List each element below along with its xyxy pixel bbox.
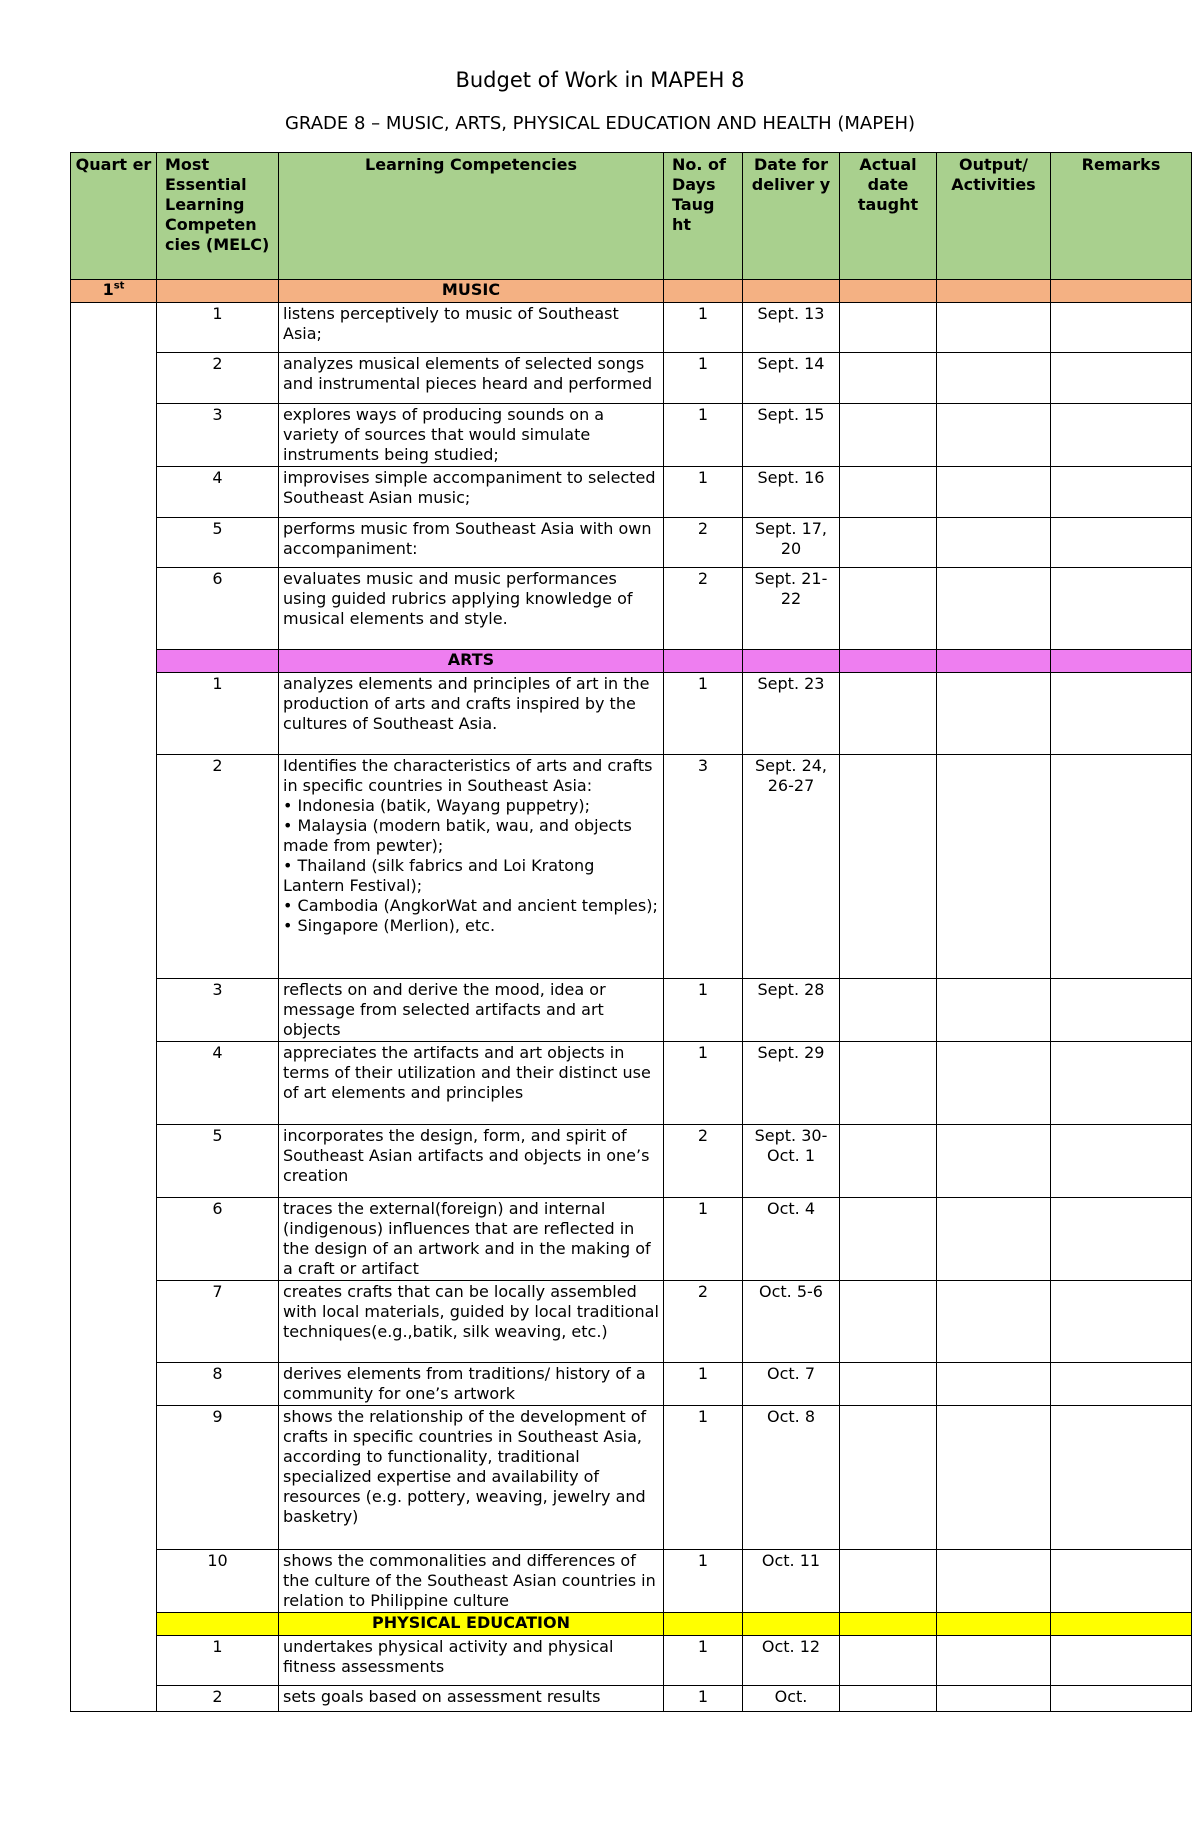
header-melc: Most Essential Learning Competen cies (MELC) (157, 153, 279, 280)
section-label-arts: ARTS (279, 650, 664, 673)
date-for-delivery: Oct. 7 (743, 1363, 840, 1406)
output-activities-cell (937, 404, 1051, 467)
competency-text (279, 1125, 664, 1198)
remarks-cell (1051, 353, 1192, 404)
quarter-label: 1 (102, 280, 114, 299)
table-row (71, 404, 1192, 467)
competency-main-text: traces the external(foreign) and internal (indigenous) influences that are reflected in the design of an artwork and in the making of a craft or artifact (283, 1199, 651, 1278)
competency-main-text: undertakes physical activity and physical fitness assessments (283, 1637, 614, 1676)
days-taught: 1 (664, 1198, 743, 1281)
competency-text (279, 1406, 664, 1550)
actual-date-cell (840, 1406, 937, 1550)
section-label-pe: PHYSICAL EDUCATION (279, 1613, 664, 1636)
competency-text (279, 1281, 664, 1363)
competency-text (279, 404, 664, 467)
competency-number: 3 (157, 404, 279, 467)
competency-text (279, 568, 664, 650)
competency-main-text: reflects on and derive the mood, idea or message from selected artifacts and art objects (283, 980, 606, 1039)
table-row (71, 467, 1192, 518)
competency-text (279, 755, 664, 979)
output-activities-cell (937, 467, 1051, 518)
output-activities-cell (937, 673, 1051, 755)
days-taught: 1 (664, 467, 743, 518)
date-for-delivery: Oct. 8 (743, 1406, 840, 1550)
actual-date-cell (840, 979, 937, 1042)
output-activities-cell (937, 1042, 1051, 1125)
competency-main-text: explores ways of producing sounds on a variety of sources that would simulate instruments being studied; (283, 405, 605, 464)
competency-number: 1 (157, 673, 279, 755)
competency-bullet: • Thailand (silk fabrics and Loi Kratong Lantern Festival); (283, 856, 595, 895)
output-activities-cell (937, 1198, 1051, 1281)
actual-date-cell (840, 518, 937, 568)
competency-main-text: performs music from Southeast Asia with own accompaniment: (283, 519, 652, 558)
remarks-cell (1051, 1406, 1192, 1550)
date-for-delivery: Sept. 29 (743, 1042, 840, 1125)
document-subtitle: GRADE 8 – MUSIC, ARTS, PHYSICAL EDUCATION AND HEALTH (MAPEH) (284, 113, 916, 134)
competency-number: 4 (157, 467, 279, 518)
days-taught: 3 (664, 755, 743, 979)
days-taught: 1 (664, 1686, 743, 1712)
actual-date-cell (840, 755, 937, 979)
days-taught: 1 (664, 353, 743, 404)
remarks-cell (1051, 673, 1192, 755)
output-activities-cell (937, 1125, 1051, 1198)
actual-date-cell (840, 1363, 937, 1406)
table-row (71, 1406, 1192, 1550)
competency-number: 5 (157, 1125, 279, 1198)
output-activities-cell (937, 1281, 1051, 1363)
days-taught: 1 (664, 303, 743, 353)
table-header-row (71, 153, 1192, 280)
header-learning-competencies: Learning Competencies (279, 153, 664, 280)
competency-number: 2 (157, 353, 279, 404)
competency-text (279, 1550, 664, 1613)
competency-bullet: • Cambodia (AngkorWat and ancient temples); (283, 896, 658, 915)
date-for-delivery: Oct. (743, 1686, 840, 1712)
days-taught: 1 (664, 673, 743, 755)
competency-main-text: listens perceptively to music of Southeast Asia; (283, 304, 619, 343)
table-row (71, 1363, 1192, 1406)
document-title: Budget of Work in MAPEH 8 (455, 68, 745, 92)
output-activities-cell (937, 979, 1051, 1042)
table-row (71, 979, 1192, 1042)
days-taught: 1 (664, 1550, 743, 1613)
actual-date-cell (840, 1636, 937, 1686)
date-for-delivery: Sept. 21-22 (743, 568, 840, 650)
remarks-cell (1051, 467, 1192, 518)
competency-number: 2 (157, 755, 279, 979)
remarks-cell (1051, 1686, 1192, 1712)
date-for-delivery: Sept. 15 (743, 404, 840, 467)
header-number-of-days: No. of Days Taug ht (664, 153, 743, 280)
table-row (71, 1281, 1192, 1363)
date-for-delivery: Sept. 24, 26-27 (743, 755, 840, 979)
section-row-arts (71, 650, 1192, 673)
budget-of-work-table (70, 152, 1192, 1712)
date-for-delivery: Sept. 14 (743, 353, 840, 404)
remarks-cell (1051, 1042, 1192, 1125)
date-for-delivery: Sept. 30- Oct. 1 (743, 1125, 840, 1198)
competency-text (279, 1636, 664, 1686)
actual-date-cell (840, 404, 937, 467)
actual-date-cell (840, 1686, 937, 1712)
table-row (71, 1686, 1192, 1712)
date-for-delivery: Sept. 23 (743, 673, 840, 755)
actual-date-cell (840, 467, 937, 518)
section-row-pe (71, 1613, 1192, 1636)
competency-text (279, 673, 664, 755)
days-taught: 2 (664, 518, 743, 568)
table-row (71, 1125, 1192, 1198)
table-row (71, 303, 1192, 353)
competency-main-text: evaluates music and music performances using guided rubrics applying knowledge of musical elements and style. (283, 569, 633, 628)
remarks-cell (1051, 1198, 1192, 1281)
actual-date-cell (840, 353, 937, 404)
output-activities-cell (937, 1363, 1051, 1406)
header-output-activities: Output/ Activities (937, 153, 1051, 280)
header-quarter: Quart er (71, 153, 157, 280)
competency-number: 6 (157, 1198, 279, 1281)
quarter-cell (71, 280, 157, 303)
output-activities-cell (937, 303, 1051, 353)
days-taught: 1 (664, 1406, 743, 1550)
competency-text (279, 353, 664, 404)
remarks-cell (1051, 979, 1192, 1042)
competency-main-text: sets goals based on assessment results (283, 1687, 601, 1706)
remarks-cell (1051, 1636, 1192, 1686)
competency-text (279, 1042, 664, 1125)
actual-date-cell (840, 303, 937, 353)
competency-number: 9 (157, 1406, 279, 1550)
remarks-cell (1051, 303, 1192, 353)
table-row (71, 1636, 1192, 1686)
date-for-delivery: Oct. 4 (743, 1198, 840, 1281)
output-activities-cell (937, 518, 1051, 568)
competency-text (279, 1686, 664, 1712)
competency-text (279, 518, 664, 568)
header-remarks: Remarks (1051, 153, 1192, 280)
competency-main-text: derives elements from traditions/ history of a community for one’s artwork (283, 1364, 646, 1403)
competency-number: 1 (157, 303, 279, 353)
competency-main-text: analyzes elements and principles of art in the production of arts and crafts inspired by the cultures of Southeast Asia. (283, 674, 650, 733)
competency-main-text: creates crafts that can be locally assembled with local materials, guided by local traditional techniques(e.g.,batik, silk weaving, etc.) (283, 1282, 659, 1341)
date-for-delivery: Sept. 16 (743, 467, 840, 518)
remarks-cell (1051, 568, 1192, 650)
days-taught: 2 (664, 568, 743, 650)
competency-number: 8 (157, 1363, 279, 1406)
competency-number: 3 (157, 979, 279, 1042)
actual-date-cell (840, 568, 937, 650)
date-for-delivery: Sept. 17, 20 (743, 518, 840, 568)
section-row-music (71, 280, 1192, 303)
competency-main-text: shows the relationship of the development of crafts in specific countries in Southeast Asia, according to functionality, traditional specialized expertise and availability of resources (e.g. pottery, weaving, jewelry and basketry) (283, 1407, 647, 1526)
output-activities-cell (937, 1406, 1051, 1550)
remarks-cell (1051, 518, 1192, 568)
output-activities-cell (937, 755, 1051, 979)
remarks-cell (1051, 1363, 1192, 1406)
actual-date-cell (840, 673, 937, 755)
actual-date-cell (840, 1550, 937, 1613)
competency-text (279, 979, 664, 1042)
competency-main-text: appreciates the artifacts and art objects in terms of their utilization and their distinct use of art elements and principles (283, 1043, 651, 1102)
competency-number: 7 (157, 1281, 279, 1363)
remarks-cell (1051, 404, 1192, 467)
competency-main-text: Identifies the characteristics of arts and crafts in specific countries in Southeast Asia: (283, 756, 653, 795)
competency-text (279, 303, 664, 353)
competency-number: 1 (157, 1636, 279, 1686)
competency-number: 2 (157, 1686, 279, 1712)
days-taught: 1 (664, 404, 743, 467)
output-activities-cell (937, 568, 1051, 650)
quarter-blank-cell (71, 303, 157, 1712)
days-taught: 1 (664, 1042, 743, 1125)
remarks-cell (1051, 1125, 1192, 1198)
competency-text (279, 467, 664, 518)
days-taught: 2 (664, 1125, 743, 1198)
actual-date-cell (840, 1125, 937, 1198)
competency-main-text: shows the commonalities and differences of the culture of the Southeast Asian countries in relation to Philippine culture (283, 1551, 656, 1610)
competency-text (279, 1363, 664, 1406)
output-activities-cell (937, 353, 1051, 404)
remarks-cell (1051, 755, 1192, 979)
days-taught: 1 (664, 1636, 743, 1686)
table-row (71, 673, 1192, 755)
competency-number: 4 (157, 1042, 279, 1125)
competency-main-text: incorporates the design, form, and spirit of Southeast Asian artifacts and objects in one’s creation (283, 1126, 650, 1185)
competency-main-text: improvises simple accompaniment to selected Southeast Asian music; (283, 468, 656, 507)
days-taught: 2 (664, 1281, 743, 1363)
remarks-cell (1051, 1550, 1192, 1613)
date-for-delivery: Sept. 13 (743, 303, 840, 353)
days-taught: 1 (664, 979, 743, 1042)
competency-text (279, 1198, 664, 1281)
date-for-delivery: Sept. 28 (743, 979, 840, 1042)
date-for-delivery: Oct. 12 (743, 1636, 840, 1686)
competency-bullet: • Indonesia (batik, Wayang puppetry); (283, 796, 591, 815)
competency-number: 6 (157, 568, 279, 650)
competency-number: 10 (157, 1550, 279, 1613)
output-activities-cell (937, 1550, 1051, 1613)
table-row (71, 755, 1192, 979)
date-for-delivery: Oct. 5-6 (743, 1281, 840, 1363)
competency-main-text: analyzes musical elements of selected songs and instrumental pieces heard and performed (283, 354, 653, 393)
output-activities-cell (937, 1686, 1051, 1712)
actual-date-cell (840, 1281, 937, 1363)
remarks-cell (1051, 1281, 1192, 1363)
table-row (71, 568, 1192, 650)
competency-bullet: • Malaysia (modern batik, wau, and objects made from pewter); (283, 816, 632, 855)
competency-number: 5 (157, 518, 279, 568)
days-taught: 1 (664, 1363, 743, 1406)
header-actual-date-taught: Actual date taught (840, 153, 937, 280)
header-date-for-delivery: Date for deliver y (743, 153, 840, 280)
competency-bullet: • Singapore (Merlion), etc. (283, 916, 496, 935)
table-row (71, 518, 1192, 568)
output-activities-cell (937, 1636, 1051, 1686)
table-row (71, 353, 1192, 404)
quarter-suffix: st (113, 280, 125, 292)
table-row (71, 1198, 1192, 1281)
table-row (71, 1042, 1192, 1125)
actual-date-cell (840, 1198, 937, 1281)
table-row (71, 1550, 1192, 1613)
table-body (71, 280, 1192, 1712)
actual-date-cell (840, 1042, 937, 1125)
date-for-delivery: Oct. 11 (743, 1550, 840, 1613)
section-label-music: MUSIC (279, 280, 664, 303)
